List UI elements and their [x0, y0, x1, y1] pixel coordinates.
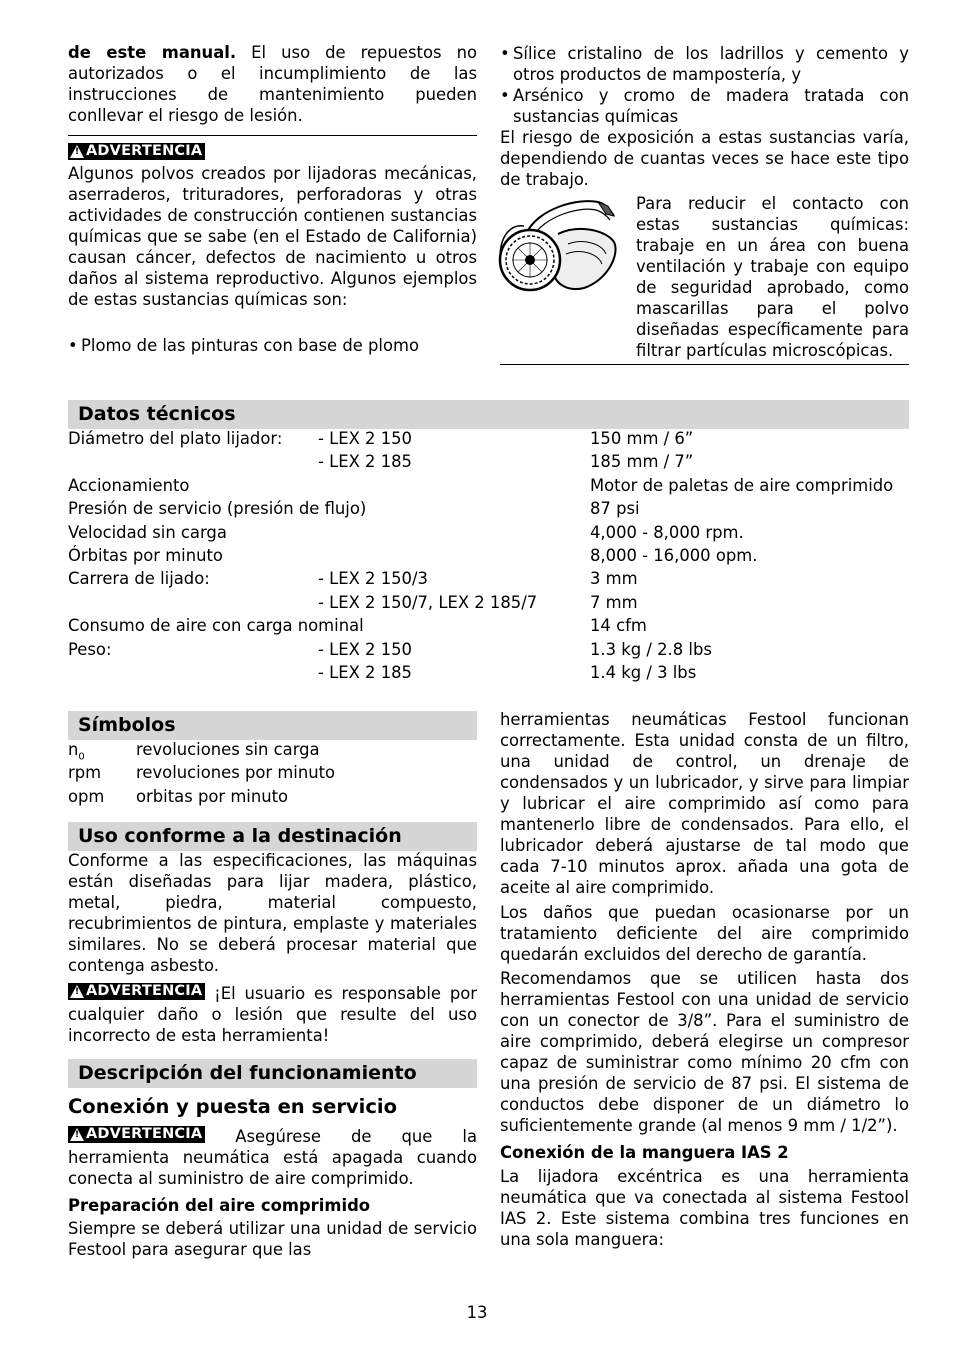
uso-warning: ! ADVERTENCIA ¡El usuario es responsable por cualquier daño o lesión que resulte del uso incorrecto de esta herramienta! [68, 983, 477, 1045]
tech-value: Motor de paletas de aire comprimido [590, 475, 894, 495]
tech-model: - LEX 2 150/7, LEX 2 185/7 [318, 592, 538, 612]
tech-model: - LEX 2 185 [318, 452, 412, 472]
tech-row [68, 521, 910, 544]
page-number: 13 [466, 1303, 488, 1322]
tech-row [68, 497, 910, 520]
tech-model: - LEX 2 150 [318, 639, 412, 659]
warning-triangle-icon: ! [70, 145, 84, 158]
tech-row [68, 427, 910, 450]
symbol: rpm [68, 763, 102, 783]
tech-value: 1.4 kg / 3 lbs [590, 663, 697, 682]
tech-row [68, 567, 910, 590]
ias-title: Conexión de la manguera IAS 2 [500, 1143, 789, 1162]
tech-value: 3 mm [590, 569, 638, 589]
respirator-mask-icon [498, 194, 628, 300]
warning-badge: ! ADVERTENCIA [68, 1126, 205, 1143]
tech-label: Peso: [68, 639, 112, 659]
list-item: • Plomo de las pinturas con base de plomo [68, 336, 420, 355]
tech-model: - LEX 2 150/3 [318, 569, 428, 589]
section-title-desc: Descripción del funcionamiento [68, 1059, 477, 1088]
tech-label: Órbitas por minuto [68, 546, 223, 565]
tech-label: Consumo de aire con carga nominal [68, 616, 364, 636]
chemical-warning-text: Algunos polvos creados por lijadoras mecánicas, aserraderos, trituradores, perforadoras y otras actividades de construcción contienen sustancias químicas que se sabe (en el Estado de California) causan cáncer, defectos de nacimiento u otros daños al sistema reproductivo. Algunos ejemplos de estas sustancias químicas son: [68, 164, 477, 309]
divider [68, 135, 477, 136]
tech-row [68, 591, 910, 614]
symbol: $n_0$ [68, 740, 85, 763]
conexion-title: Conexión y puesta en servicio [68, 1095, 397, 1118]
warning-triangle-icon: ! [70, 985, 84, 998]
mask-text: Para reducir el contacto con estas sustancias químicas: trabaje en un área con buena ventilación y trabaje con equipo de seguridad aprobado, como mascarillas para el polvo diseñadas específicamente para filtrar partículas microscópicas. [636, 194, 909, 360]
tech-row [68, 638, 910, 661]
warning-triangle-icon: ! [70, 1128, 84, 1141]
tech-row [68, 544, 910, 567]
warning-badge: ! ADVERTENCIA [68, 983, 205, 1000]
conexion-warning: ! ADVERTENCIA Asegúrese de que la herramienta neumática está apagada cuando conecta al suministro de aire comprimido. [68, 1126, 477, 1188]
tech-value: 4,000 - 8,000 rpm. [590, 522, 744, 542]
tech-value: 185 mm / 7” [590, 452, 694, 472]
tech-label: Velocidad sin carga [68, 522, 227, 542]
symbol-row [68, 761, 477, 784]
right-paragraph-3: Recomendamos que se utilicen hasta dos herramientas Festool con una unidad de servicio con un conector de 3/8”. Para el suministro de aire comprimido, deberá elegirse un compresor capaz de suministrar como mínimo 20 cfm con una presión de servicio de 87 psi. El sistema de conductos debe disponer de un diámetro lo suficientemente grande (al menos 9 mm / 1/2”). [500, 969, 909, 1135]
exposure-text: El riesgo de exposición a estas sustancias varía, dependiendo de cuantas veces se hace este tipo de trabajo. [500, 128, 909, 189]
symbol-row [68, 785, 477, 808]
divider [500, 364, 909, 365]
section-title-symbols: Símbolos [68, 711, 477, 740]
list-item: • Arsénico y cromo de madera tratada con sustancias químicas [500, 86, 909, 126]
warning-badge: ! ADVERTENCIA [68, 143, 205, 163]
uso-text: Conforme a las especificaciones, las máquinas están diseñadas para lijar madera, plástico, metal, piedra, material compuesto, recubrimientos de pintura, emplaste y materiales similares. No se deberá procesar material que contenga asbesto. [68, 851, 477, 975]
section-title-tech: Datos técnicos [68, 400, 909, 429]
tech-value: 1.3 kg / 2.8 lbs [590, 639, 712, 659]
intro-paragraph [68, 42, 477, 126]
tech-label: Carrera de lijado: [68, 569, 210, 589]
tech-value: 87 psi [590, 499, 640, 519]
tech-row [68, 614, 910, 637]
tech-row [68, 450, 910, 473]
symbol: opm [68, 786, 105, 806]
intro-bold: de este manual. [68, 43, 237, 62]
symbol-description: revoluciones sin carga [136, 740, 320, 759]
right-paragraph-1: herramientas neumáticas Festool funcionan correctamente. Esta unidad consta de un filtro, una unidad de control, un drenaje de condensados y un lubricador, y sirve para limpiar y lubricar el aire comprimido así como para mantenerlo libre de condensados. Para ello, el lubricador deberá ajustarse de tal modo que cada 7-10 minutos aprox. añada una gota de aceite al aire comprimido. [500, 710, 909, 897]
tech-label: Accionamiento [68, 475, 190, 495]
right-paragraph-2: Los daños que puedan ocasionarse por un tratamiento deficiente del aire comprimido quedarán excluidos del derecho de garantía. [500, 903, 909, 964]
tech-row [68, 661, 910, 684]
tech-model: - LEX 2 150 [318, 429, 412, 448]
tech-label: Presión de servicio (presión de flujo) [68, 499, 367, 519]
intro-text: El uso de repuestos no autorizados o el incumplimiento de las instrucciones de mantenimiento pueden conllevar el riesgo de lesión. [68, 43, 477, 125]
tech-value: 150 mm / 6” [590, 429, 694, 448]
symbol-subscript: 0 [78, 751, 85, 763]
prep-text: Siempre se deberá utilizar una unidad de servicio Festool para asegurar que las [68, 1219, 477, 1259]
tech-row [68, 474, 910, 497]
ias-text: La lijadora excéntrica es una herramienta neumática que va conectada al sistema Festool IAS 2. Este sistema combina tres funciones en una sola manguera: [500, 1167, 909, 1249]
tech-model: - LEX 2 185 [318, 663, 412, 682]
list-item: • Sílice cristalino de los ladrillos y cemento y otros productos de mampostería, y [500, 44, 909, 84]
tech-label: Diámetro del plato lijador: [68, 429, 283, 448]
tech-value: 14 cfm [590, 616, 647, 636]
symbol-description: orbitas por minuto [136, 786, 289, 806]
section-title-uso: Uso conforme a la destinación [68, 822, 477, 851]
tech-value: 8,000 - 16,000 opm. [590, 546, 758, 565]
prep-title: Preparación del aire comprimido [68, 1196, 371, 1215]
symbol-description: revoluciones por minuto [136, 763, 336, 783]
tech-value: 7 mm [590, 592, 638, 612]
symbol-row [68, 738, 477, 761]
